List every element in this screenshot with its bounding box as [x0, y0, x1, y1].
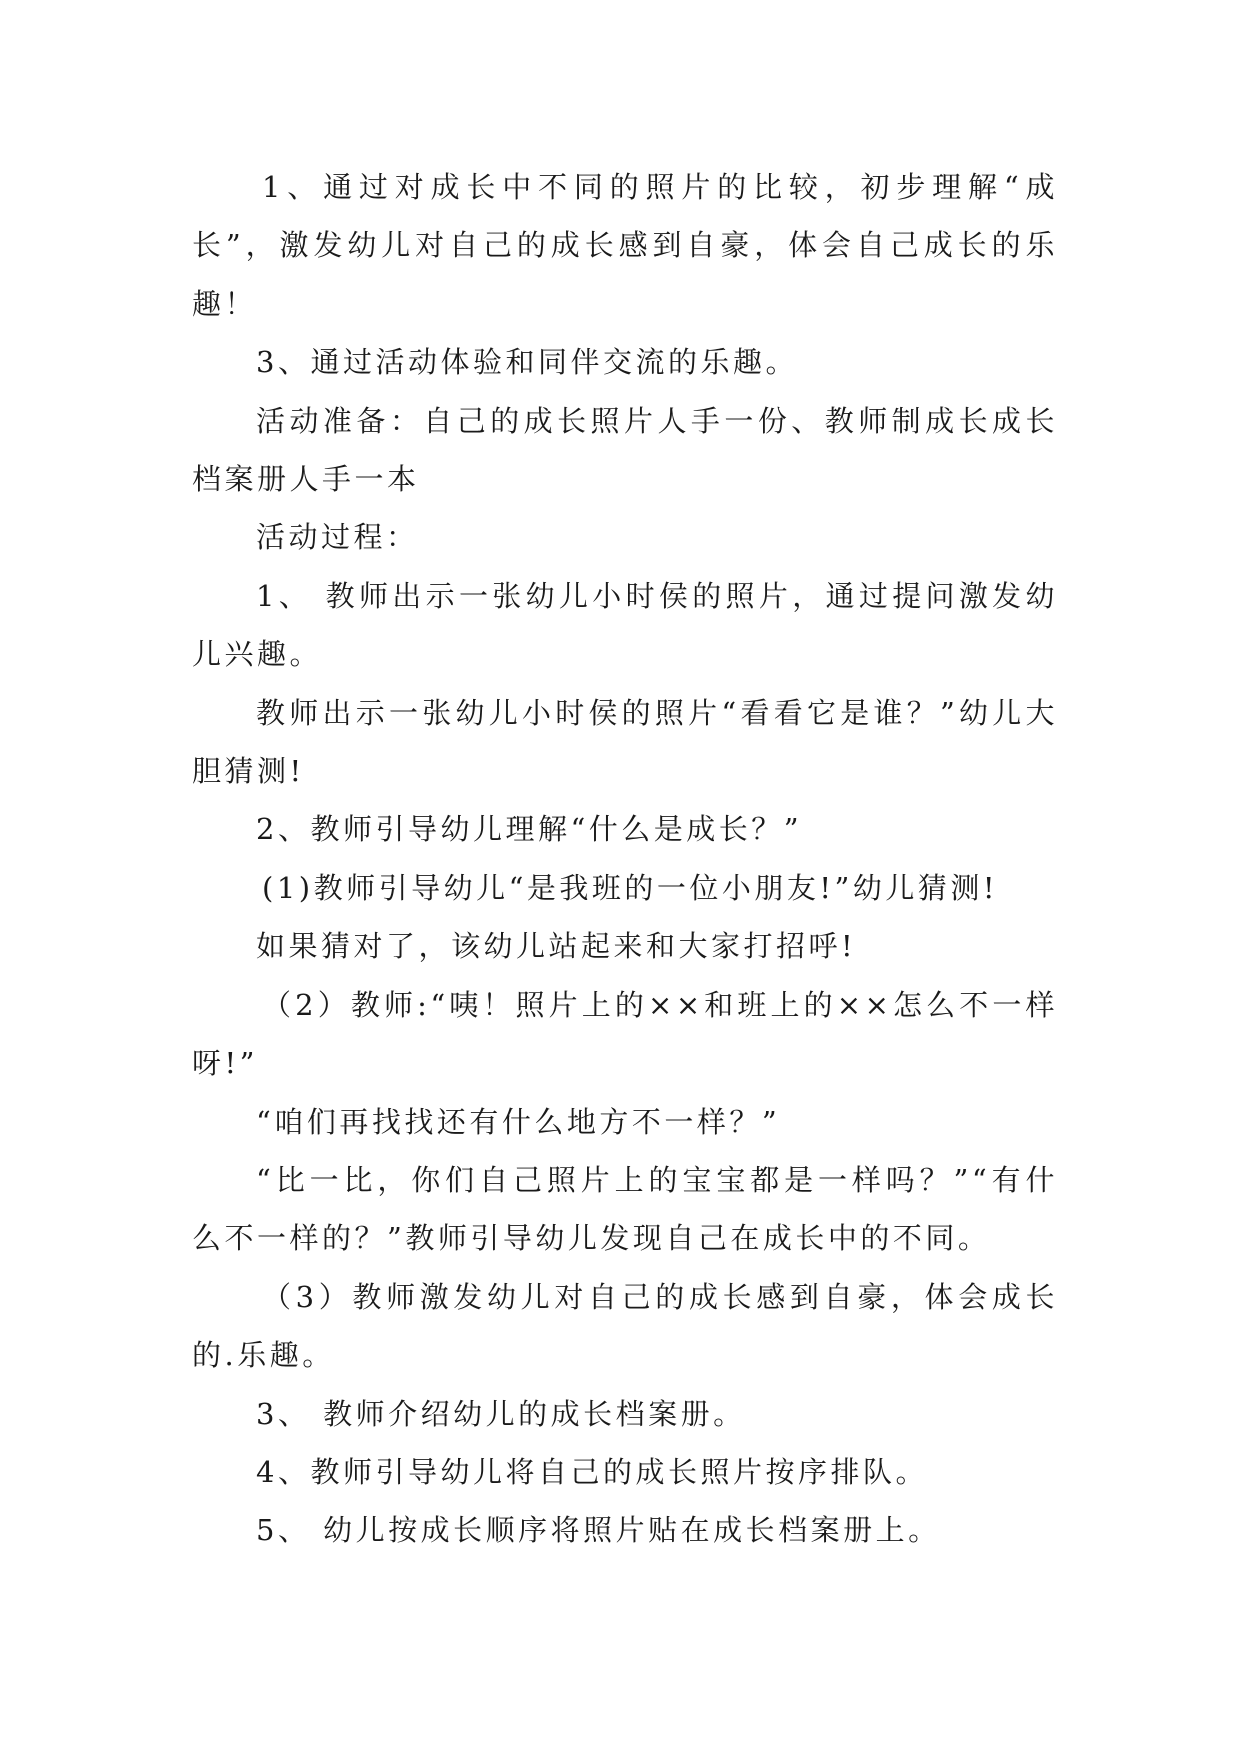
paragraph-step-3: 3、 教师介绍幼儿的成长档案册。	[256, 1396, 746, 1431]
paragraph-goal-3: 3、通过活动体验和同伴交流的乐趣。	[256, 345, 798, 380]
paragraph-step-1-detail: 教师出示一张幼儿小时侯的照片“看看它是谁？”幼儿大胆猜测!	[192, 695, 1058, 789]
paragraph-step-2-sub-3: （3）教师激发幼儿对自己的成长感到自豪，体会成长的.乐趣。	[192, 1279, 1058, 1373]
paragraph-step-2-sub-2: （2）教师:“咦！照片上的××和班上的××怎么不一样呀!”	[192, 987, 1058, 1081]
paragraph-preparation: 活动准备：自己的成长照片人手一份、教师制成长成长档案册人手一本	[192, 403, 1058, 497]
paragraph-step-5: 5、 幼儿按成长顺序将照片贴在成长档案册上。	[256, 1513, 941, 1548]
paragraph-step-2-sub-2-compare: “比一比，你们自己照片上的宝宝都是一样吗？”“有什么不一样的？”教师引导幼儿发现自己在成长中的不同。	[192, 1162, 1058, 1256]
paragraph-step-2-sub-1-detail: 如果猜对了，该幼儿站起来和大家打招呼!	[256, 929, 857, 964]
paragraph-step-4: 4、教师引导幼儿将自己的成长照片按序排队。	[256, 1454, 928, 1489]
paragraph-step-2: 2、教师引导幼儿理解“什么是成长？”	[256, 812, 803, 847]
paragraph-step-2-sub-1: (1)教师引导幼儿“是我班的一位小朋友!”幼儿猜测!	[262, 870, 999, 905]
paragraph-process-heading: 活动过程：	[256, 520, 419, 555]
paragraph-goal-1: 1、通过对成长中不同的照片的比较，初步理解“成长”，激发幼儿对自己的成长感到自豪，体会自己成长的乐趣！	[192, 170, 1058, 321]
document-body	[192, 158, 1058, 1560]
paragraph-step-2-sub-2-question: “咱们再找找还有什么地方不一样？”	[256, 1104, 781, 1139]
paragraph-step-1: 1、 教师出示一张幼儿小时侯的照片，通过提问激发幼儿兴趣。	[192, 578, 1058, 672]
